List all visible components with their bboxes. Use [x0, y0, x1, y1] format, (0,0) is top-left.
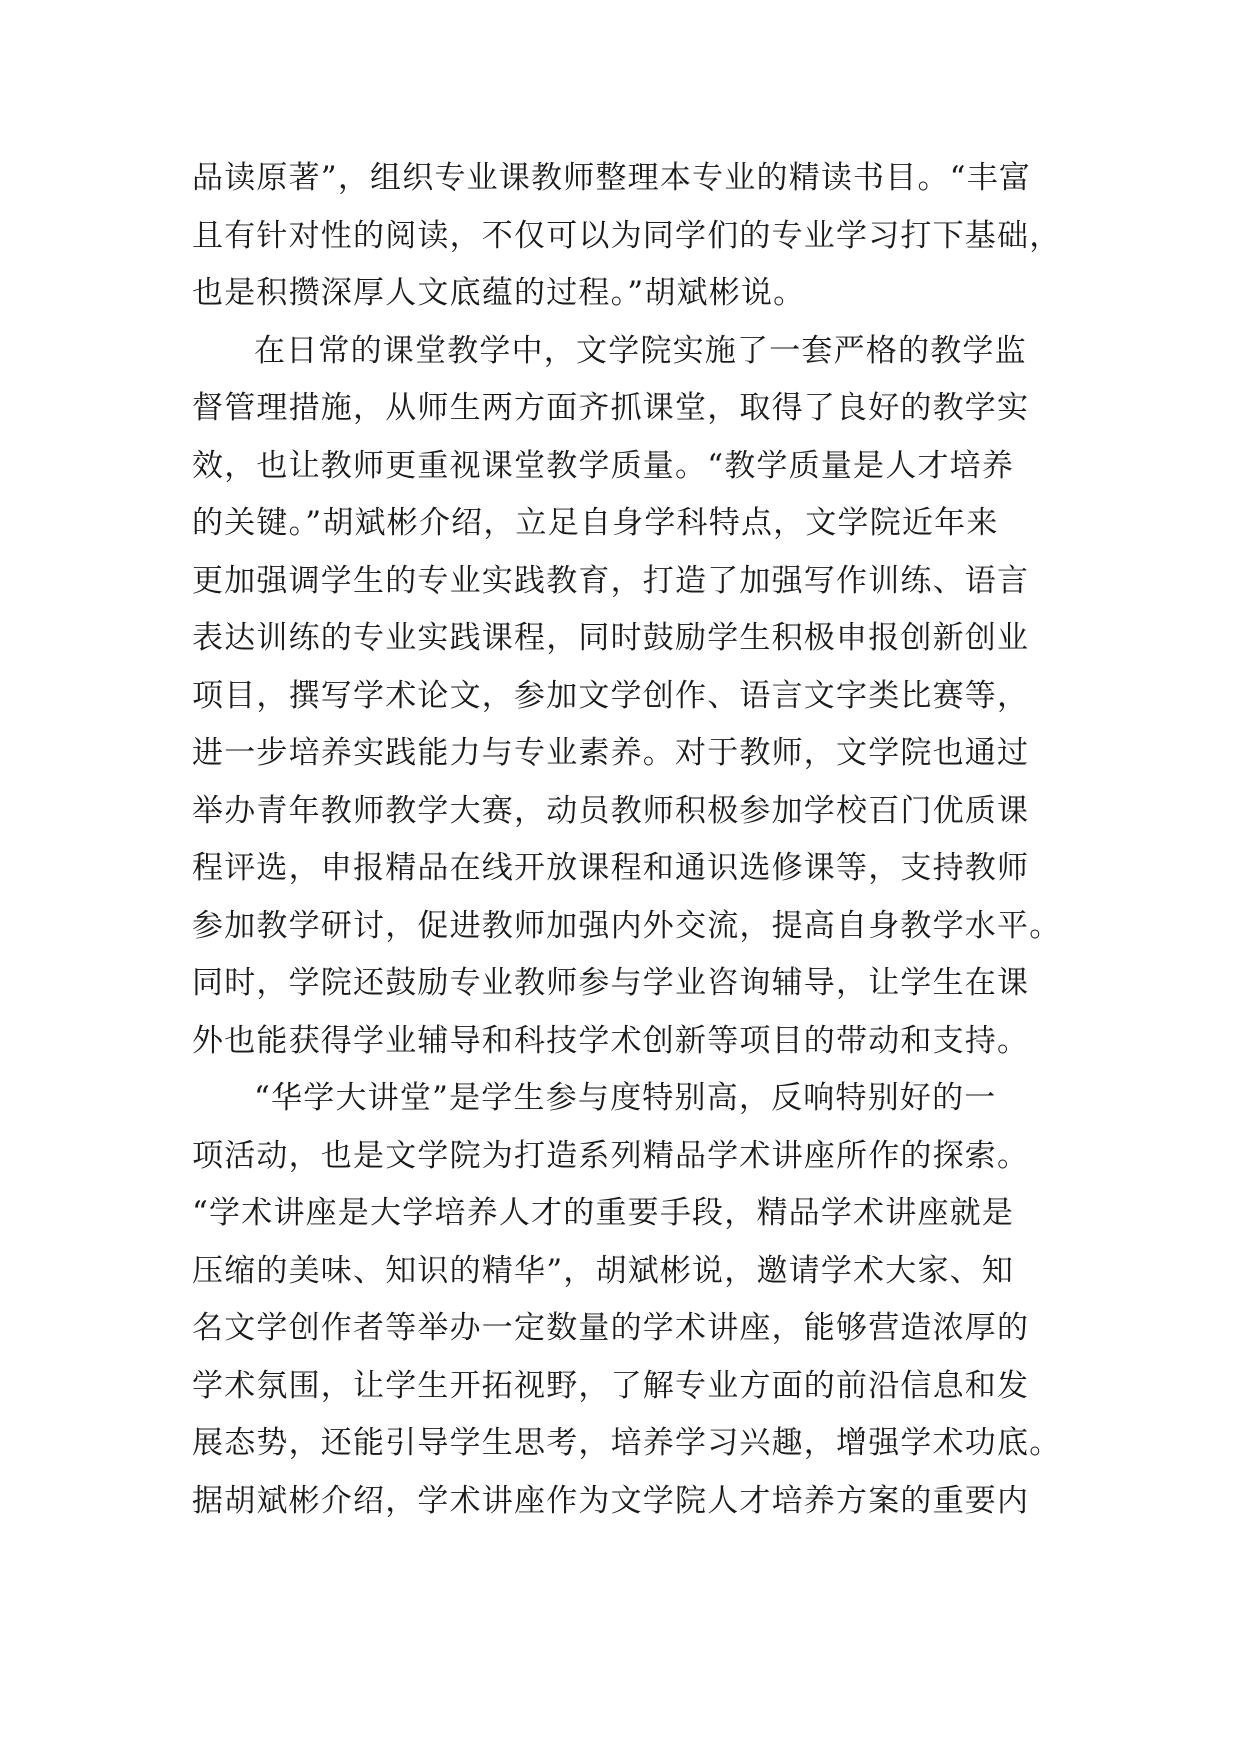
- text-line: 外也能获得学业辅导和科技学术创新等项目的带动和支持。: [192, 1022, 1030, 1059]
- text-line: 更加强调学生的专业实践教育，打造了加强写作训练、语言: [192, 562, 1030, 599]
- text-line: 据胡斌彬介绍，学术讲座作为文学院人才培养方案的重要内: [192, 1482, 1030, 1519]
- text-line: 进一步培养实践能力与专业素养。对于教师，文学院也通过: [192, 735, 1030, 771]
- text-line: 的关键。”胡斌彬介绍，立足自身学科特点，文学院近年来: [192, 505, 999, 541]
- text-line: 学术氛围，让学生开拓视野，了解专业方面的前沿信息和发: [192, 1367, 1030, 1404]
- text-line: 展态势，还能引导学生思考，培养学习兴趣，增强学术功底。: [192, 1425, 1062, 1461]
- text-line: 程评选，申报精品在线开放课程和通识选修课等，支持教师: [192, 850, 1030, 886]
- text-line: 表达训练的专业实践课程，同时鼓励学生积极申报创新创业: [192, 620, 1030, 656]
- text-line: 也是积攒深厚人文底蕴的过程。”胡斌彬说。: [192, 275, 806, 311]
- text-line: 参加教学研讨，促进教师加强内外交流，提高自身教学水平。: [192, 907, 1062, 944]
- paragraph-start-line: 在日常的课堂教学中，文学院实施了一套严格的教学监: [254, 332, 1027, 369]
- paragraph-start-line: “华学大讲堂”是学生参与度特别高，反响特别好的一: [254, 1080, 997, 1116]
- text-line: 项目，撰写学术论文，参加文学创作、语言文字类比赛等，: [192, 677, 1030, 714]
- body-text: [192, 150, 1072, 1530]
- text-line: 且有针对性的阅读，不仅可以为同学们的专业学习打下基础，: [192, 217, 1062, 254]
- text-line: 品读原著”，组织专业课教师整理本专业的精读书目。“丰富: [192, 160, 1032, 196]
- text-line: 举办青年教师教学大赛，动员教师积极参加学校百门优质课: [192, 792, 1030, 829]
- text-line: 压缩的美味、知识的精华”，胡斌彬说，邀请学术大家、知: [192, 1252, 1015, 1289]
- text-line: 督管理措施，从师生两方面齐抓课堂，取得了良好的教学实: [192, 390, 1030, 426]
- text-line: 效，也让教师更重视课堂教学质量。“教学质量是人才培养: [192, 447, 1015, 484]
- text-line: “学术讲座是大学培养人才的重要手段，精品学术讲座就是: [192, 1195, 1015, 1231]
- text-line: 同时，学院还鼓励专业教师参与学业咨询辅导，让学生在课: [192, 965, 1030, 1001]
- text-line: 项活动，也是文学院为打造系列精品学术讲座所作的探索。: [192, 1137, 1030, 1174]
- text-line: 名文学创作者等举办一定数量的学术讲座，能够营造浓厚的: [192, 1310, 1030, 1346]
